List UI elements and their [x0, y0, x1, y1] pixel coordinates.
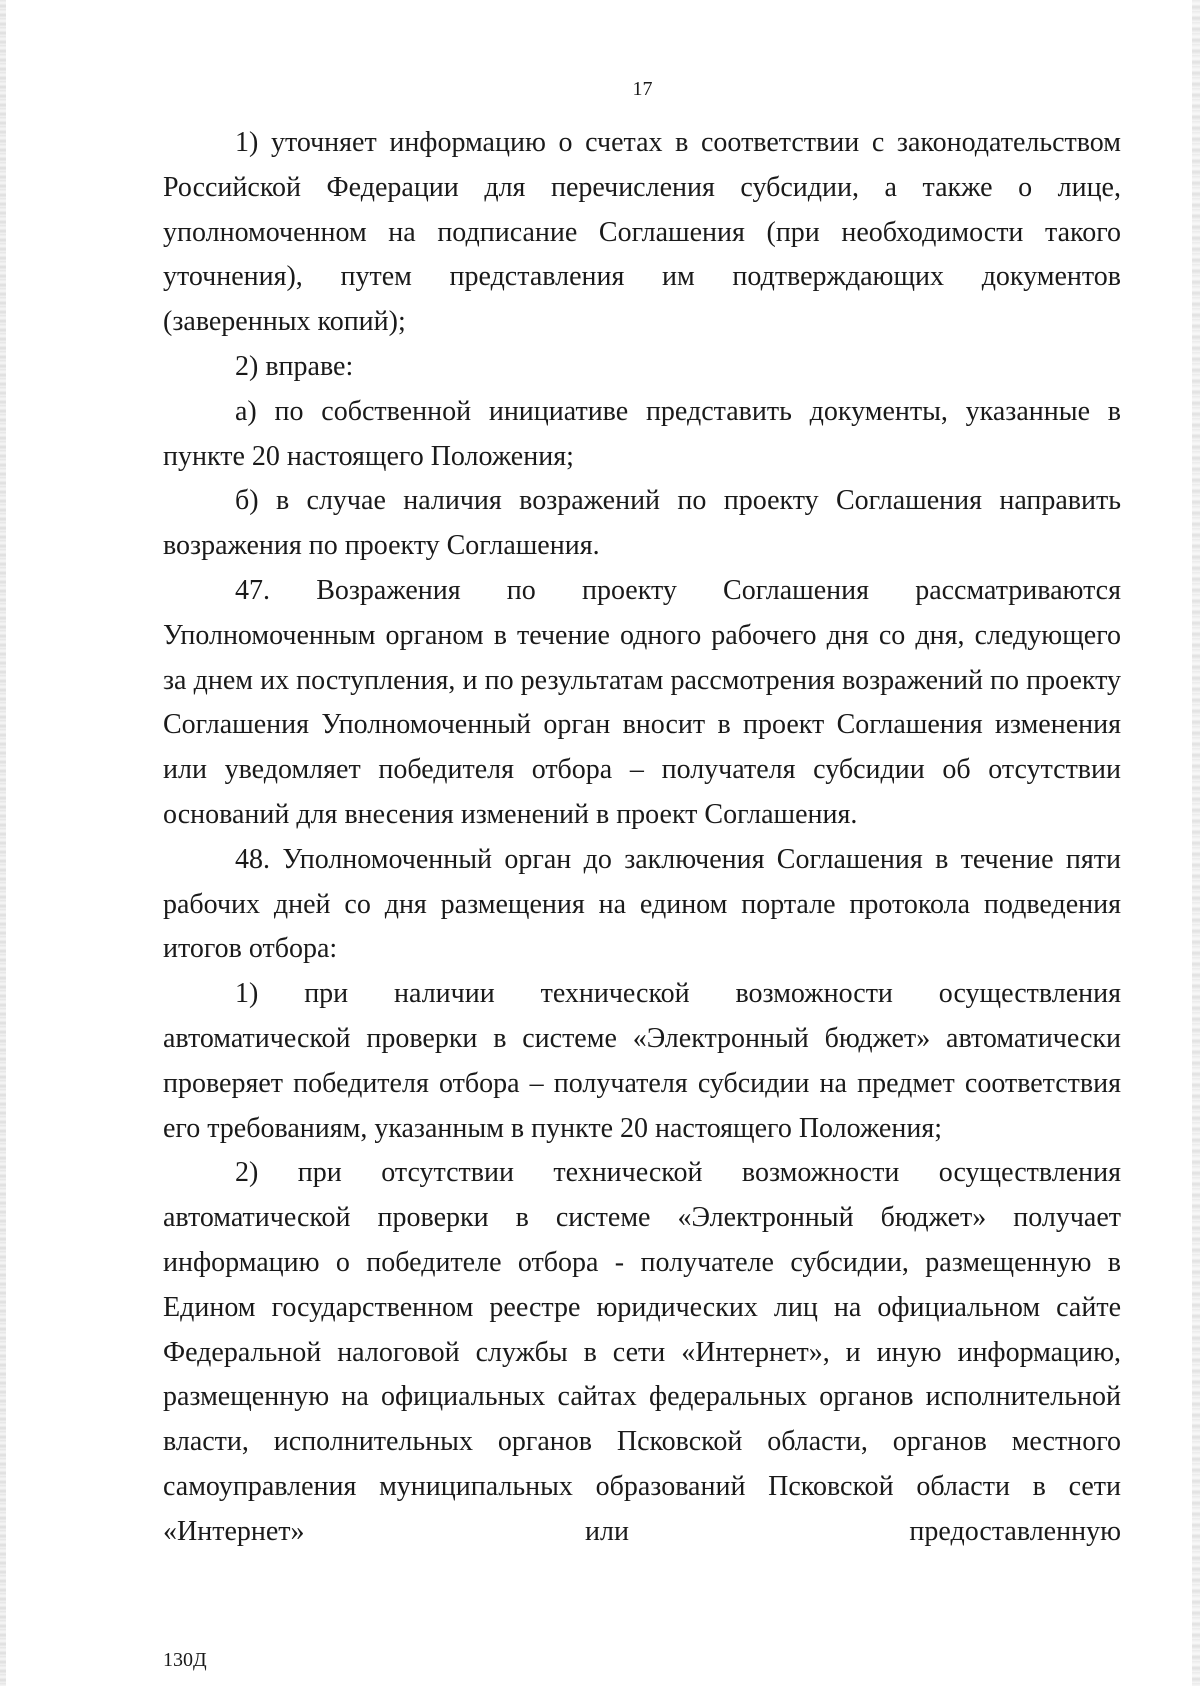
paragraph-47-objections: 47. Возражения по проекту Соглашения рассматриваются Уполномоченным органом в течение одного рабочего дня со дня, следующего за днем их поступления, и по результатам рассмотрения возражений по проекту Соглашения Уполномоченный орган вносит в проект Соглашения изменения или уведомляет победителя отбора – получателя субсидии об отсутствии оснований для внесения изменений в проект Соглашения.	[163, 574, 1121, 830]
paragraph-automatic-check: 1) при наличии технической возможности осуществления автоматической проверки в системе «Электронный бюджет» автоматически проверяет победителя отбора – получателя субсидии на предмет соответствия его требованиям, указанным в пункте 20 настоящего Положения;	[163, 978, 1121, 1144]
scan-edge-left	[0, 0, 6, 1686]
document-body	[163, 121, 1121, 1555]
paragraph-clarifies-accounts: 1) уточняет информацию о счетах в соответствии с законодательством Российской Федерации для перечисления субсидии, а также о лице, уполномоченном на подписание Соглашения (при необходимости такого уточнения), путем представления им подтверждающих документов (заверенных копий);	[163, 127, 1121, 338]
paragraph-entitled: 2) вправе:	[235, 350, 354, 382]
paragraph-manual-check: 2) при отсутствии технической возможности осуществления автоматической проверки в системе «Электронный бюджет» получает информацию о победителе отбора - получателе субсидии, размещенную в Едином государственном реестре юридических лиц на официальном сайте Федеральной налоговой службы в сети «Интернет», и иную информацию, размещенную на официальных сайтах федеральных органов исполнительной власти, исполнительных органов Псковской области, органов местного самоуправления муниципальных образований Псковской области в сети «Интернет» или предоставленную	[163, 1157, 1121, 1547]
paragraph-send-objections: б) в случае наличия возражений по проекту Соглашения направить возражения по проекту Соглашения.	[163, 485, 1121, 562]
scan-edge-right	[1192, 0, 1200, 1686]
paragraph-submit-documents: а) по собственной инициативе представить документы, указанные в пункте 20 настоящего Положения;	[163, 395, 1121, 472]
page-number: 17	[632, 78, 653, 100]
document-code: 130Д	[163, 1649, 207, 1671]
paragraph-48-authorized-body: 48. Уполномоченный орган до заключения Соглашения в течение пяти рабочих дней со дня размещения на едином портале протокола подведения итогов отбора:	[163, 843, 1121, 965]
